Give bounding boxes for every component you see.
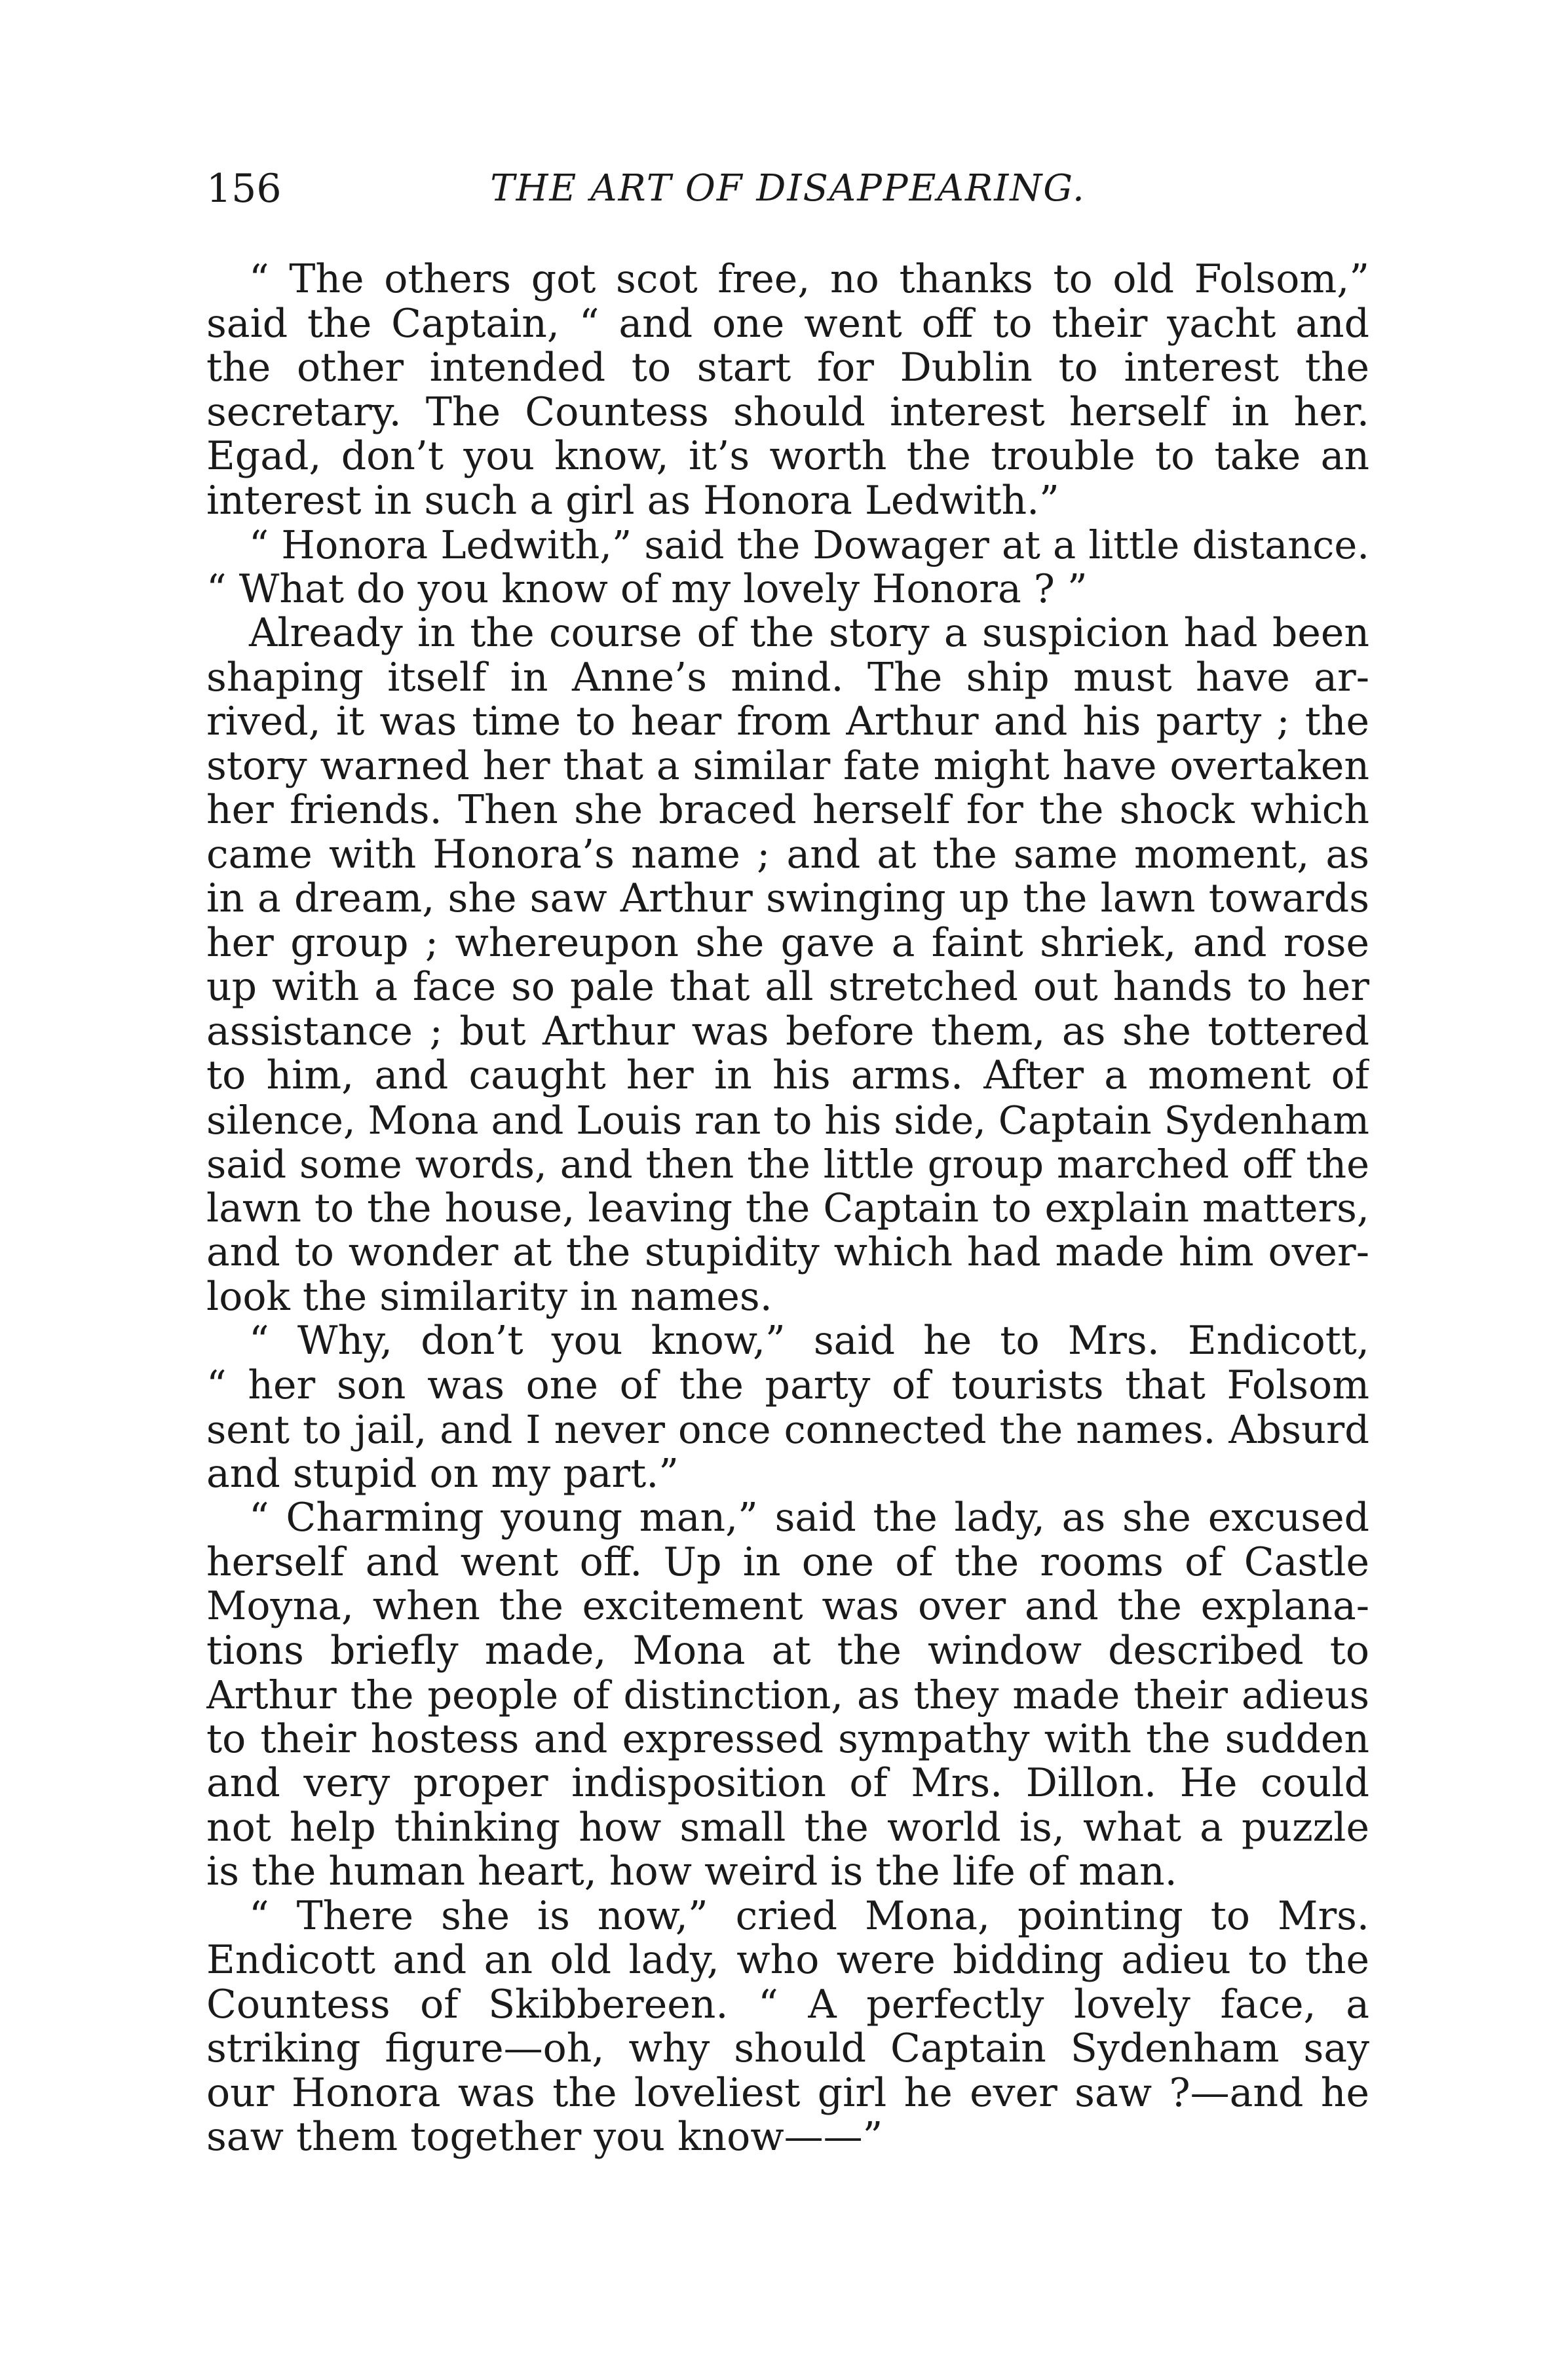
text-line: “ Why, don’t you know,” said he to Mrs. Endicott,	[249, 1319, 1369, 1364]
text-line: lawn to the house, leaving the Captain to explain matters,	[206, 1186, 1369, 1231]
body-text	[206, 258, 1369, 2160]
page-header	[206, 163, 1369, 215]
text-line: “ What do you know of my lovely Honora ? ”	[206, 567, 1088, 611]
text-line: assistance ; but Arthur was before them, as she tottered	[206, 1009, 1369, 1054]
text-line: rived, it was time to hear from Arthur and his party ; the	[206, 700, 1369, 744]
text-line: herself and went off. Up in one of the rooms of Castle	[206, 1540, 1369, 1584]
text-line: sent to jail, and I never once connected the names. Absurd	[206, 1408, 1369, 1452]
page-number: 156	[206, 166, 282, 212]
text-line: is the human heart, how weird is the life of man.	[206, 1850, 1177, 1894]
text-line: Endicott and an old lady, who were bidding adieu to the	[206, 1938, 1369, 1983]
running-title: THE ART OF DISAPPEARING.	[490, 167, 1086, 210]
text-line: and very proper indisposition of Mrs. Dillon. He could	[206, 1761, 1369, 1806]
text-line: Egad, don’t you know, it’s worth the trouble to take an	[206, 434, 1369, 479]
text-line: came with Honora’s name ; and at the same moment, as	[206, 832, 1369, 877]
text-line: “ Honora Ledwith,” said the Dowager at a little distance.	[249, 523, 1369, 567]
text-line: secretary. The Countess should interest herself in her.	[206, 390, 1369, 434]
text-line: look the similarity in names.	[206, 1275, 772, 1319]
text-line: up with a face so pale that all stretched out hands to her	[206, 965, 1369, 1010]
text-line: Countess of Skibbereen. “ A perfectly lovely face, a	[206, 1982, 1369, 2027]
text-line: story warned her that a similar fate might have overtaken	[206, 744, 1369, 788]
text-line: Already in the course of the story a suspicion had been	[249, 611, 1369, 656]
text-line: and stupid on my part.”	[206, 1451, 679, 1496]
text-line: Arthur the people of distinction, as they made their adieus	[206, 1673, 1369, 1718]
text-line: said some words, and then the little group marched off the	[206, 1142, 1369, 1187]
text-line: tions briefly made, Mona at the window described to	[206, 1628, 1369, 1673]
text-line: in a dream, she saw Arthur swinging up the lawn towards	[206, 877, 1369, 921]
text-line: “ The others got scot free, no thanks to old Folsom,”	[249, 258, 1369, 302]
text-line: “ Charming young man,” said the lady, as she excused	[249, 1496, 1369, 1541]
text-line: striking figure—oh, why should Captain Sydenham say	[206, 2027, 1369, 2071]
text-line: said the Captain, “ and one went off to their yacht and	[206, 301, 1369, 346]
text-line: Moyna, when the excitement was over and the explana-	[206, 1584, 1369, 1629]
text-line: to him, and caught her in his arms. After a moment of	[206, 1054, 1369, 1098]
text-line: the other intended to start for Dublin to interest the	[206, 346, 1369, 391]
text-line: our Honora was the loveliest girl he ever saw ?—and he	[206, 2071, 1369, 2115]
text-line: her friends. Then she braced herself for the shock which	[206, 788, 1369, 833]
text-line: “ her son was one of the party of tourists that Folsom	[206, 1363, 1369, 1408]
text-line: to their hostess and expressed sympathy with the sudden	[206, 1717, 1369, 1761]
text-line: shaping itself in Anne’s mind. The ship must have ar-	[206, 655, 1369, 700]
text-line: not help thinking how small the world is, what a puzzle	[206, 1805, 1369, 1850]
text-line: silence, Mona and Louis ran to his side, Captain Sydenham	[206, 1098, 1369, 1142]
text-line: her group ; whereupon she gave a faint shriek, and rose	[206, 921, 1369, 965]
text-line: and to wonder at the stupidity which had made him over-	[206, 1231, 1369, 1275]
text-line: saw them together you know——”	[206, 2115, 883, 2160]
text-line: interest in such a girl as Honora Ledwith.”	[206, 478, 1059, 523]
text-line: “ There she is now,” cried Mona, pointing to Mrs.	[249, 1894, 1369, 1938]
